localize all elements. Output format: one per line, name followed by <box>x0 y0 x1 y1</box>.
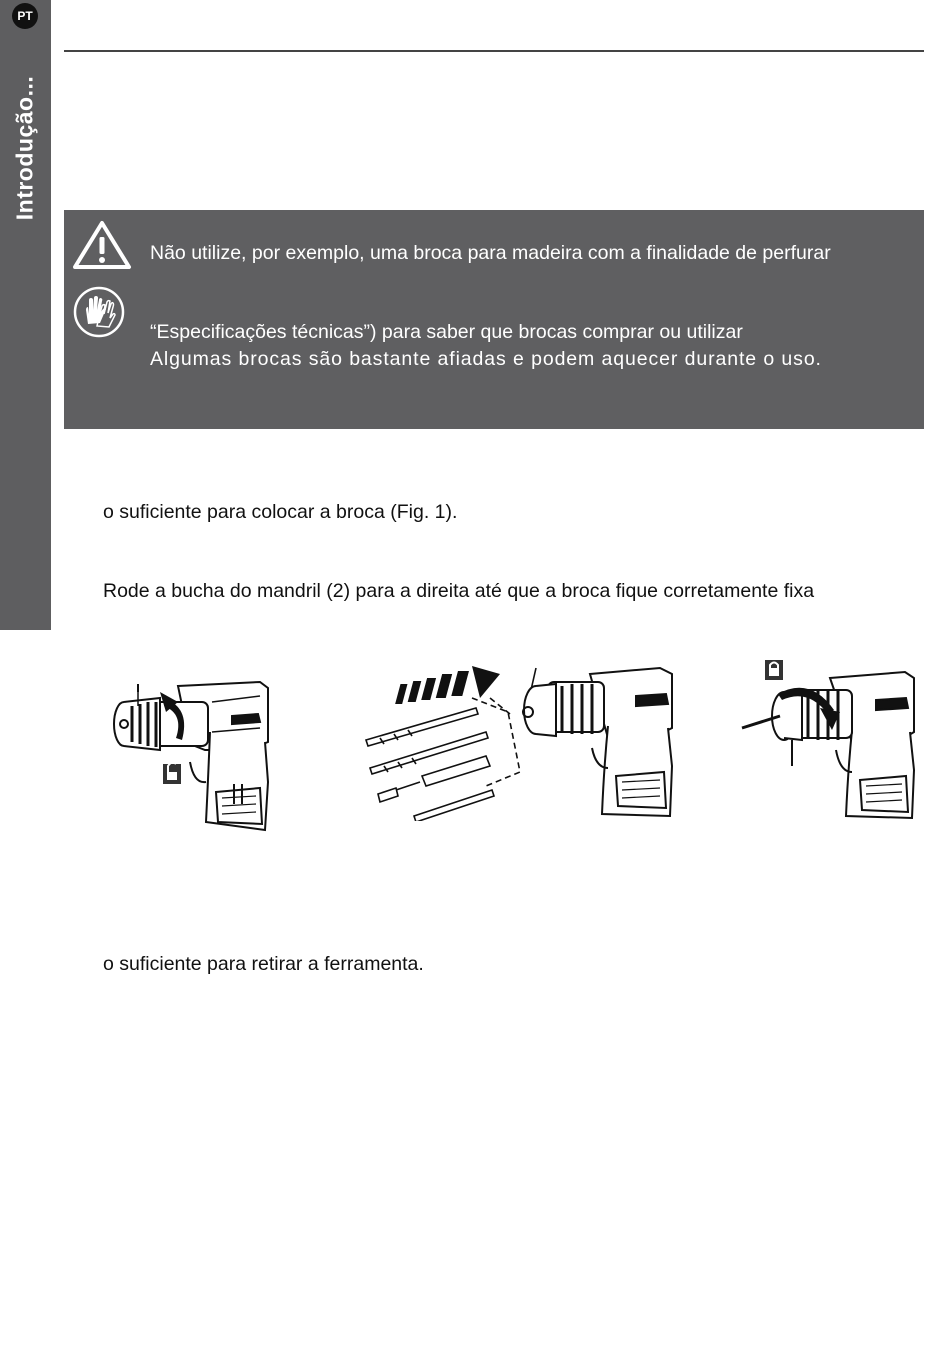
paragraph-tighten-chuck: Rode a bucha do mandril (2) para a direita até que a broca fique corretamente fixa <box>103 580 815 602</box>
paragraph-remove-tool: o suficiente para retirar a ferramenta. <box>103 953 424 975</box>
gloves-icon <box>73 286 125 338</box>
direction-arrow-icon <box>395 666 500 704</box>
sidebar-tab <box>0 0 51 630</box>
drill-chuck-open-illustration <box>110 672 280 837</box>
drill-chuck-lock-illustration <box>740 658 920 823</box>
drill-bit-insertion-illustration <box>360 656 680 821</box>
paragraph-insert-bit: o suficiente para colocar a broca (Fig. 1). <box>103 501 458 523</box>
header-rule <box>64 50 924 52</box>
lock-icon <box>765 660 783 680</box>
section-title: Introdução... <box>11 75 38 221</box>
warning-box <box>64 210 924 429</box>
unlock-icon <box>163 762 181 784</box>
warning-line-2: “Especificações técnicas”) para saber que brocas comprar ou utilizar <box>150 321 743 343</box>
language-badge: PT <box>12 3 38 29</box>
warning-line-1: Não utilize, por exemplo, uma broca para madeira com a finalidade de perfurar <box>150 242 831 264</box>
warning-line-3: Algumas brocas são bastante afiadas e podem aquecer durante o uso. <box>150 348 822 370</box>
warning-triangle-icon <box>72 220 132 270</box>
